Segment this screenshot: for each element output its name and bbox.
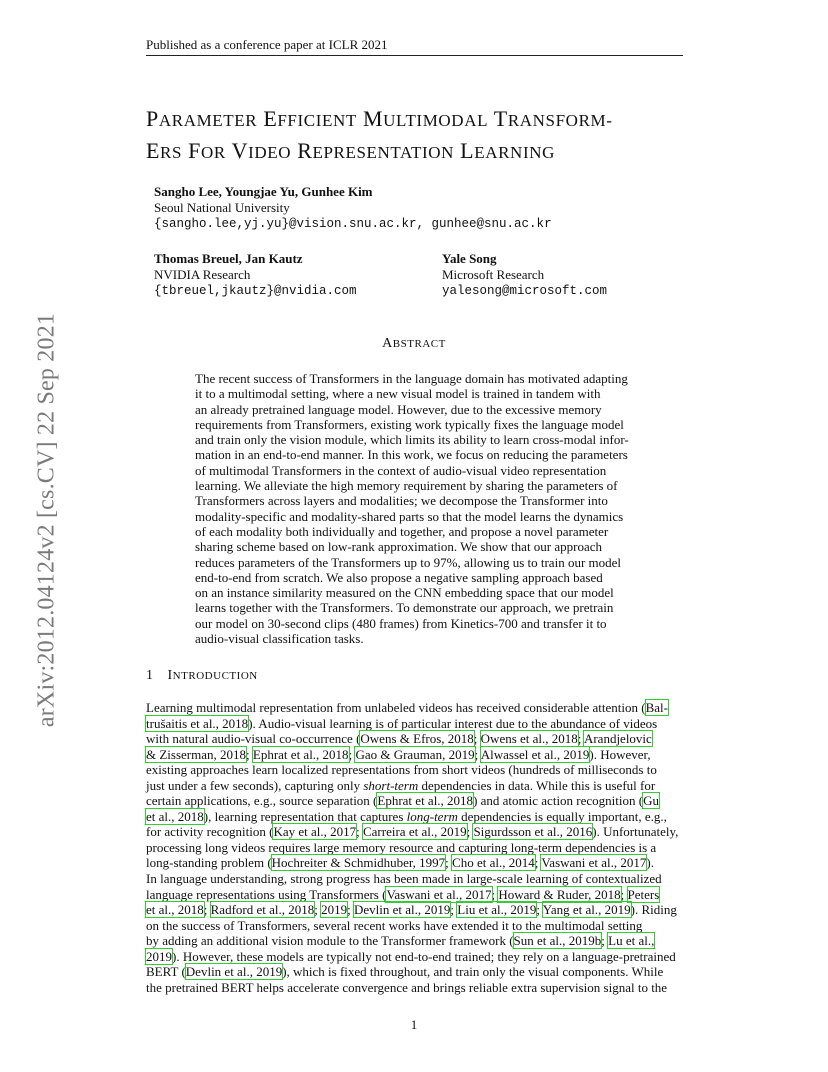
abstract-line: and train only the vision module, which limits its ability to learn cross-modal infor-: [195, 432, 629, 448]
body-text: ;: [474, 746, 481, 762]
abstract-line: of multimodal Transformers in the context of audio-visual video representation: [195, 462, 607, 478]
author-names: Sangho Lee, Youngjae Yu, Gunhee Kim: [154, 184, 373, 199]
body-text: ;: [450, 902, 458, 917]
body-text: ;: [348, 746, 356, 762]
paragraph-line: [146, 731, 683, 747]
citation-link[interactable]: Arandjelovic: [583, 731, 652, 746]
citation-link[interactable]: Carreira et al., 2019: [362, 824, 467, 839]
citation-link[interactable]: Devlin et al., 2019: [354, 902, 451, 917]
body-text: on the success of Transformers, several recent works have extended it to the multimodal setting: [146, 917, 643, 933]
body-text: language representations using Transformers (: [146, 886, 387, 902]
emphasis-text: short-term: [363, 777, 419, 793]
body-text: certain applications, e.g., source separation (: [146, 793, 378, 808]
citation-link[interactable]: trušaitis et al., 2018: [146, 715, 249, 731]
author-email[interactable]: {sangho.lee,yj.yu}@vision.snu.ac.kr, gunhee@snu.ac.kr: [154, 217, 552, 231]
arxiv-id[interactable]: arXiv:2012.04124v2 [cs.CV] 22 Sep 2021: [33, 312, 60, 728]
body-text: ;: [203, 902, 211, 917]
paragraph-line: [146, 747, 683, 763]
citation-link[interactable]: Vaswani et al., 2017: [541, 855, 647, 870]
header-rule: [146, 55, 683, 56]
paragraph-line: [146, 824, 683, 840]
paragraph-line: [146, 855, 683, 871]
citation-link[interactable]: Gao & Grauman, 2019: [355, 746, 475, 762]
body-text: just under a few seconds), capturing only: [146, 777, 364, 793]
body-text: ).: [646, 855, 655, 870]
citation-link[interactable]: Vaswani et al., 2017: [386, 886, 492, 902]
body-text: ). Audio-visual learning is of particular interest due to the abundance of videos: [248, 715, 658, 731]
citation-link[interactable]: & Zisserman, 2018: [146, 746, 247, 762]
citation-link[interactable]: Cho et al., 2014: [452, 855, 535, 870]
body-text: ;: [466, 824, 474, 839]
body-text: ;: [620, 886, 628, 902]
citation-link[interactable]: Owens et al., 2018: [480, 731, 578, 746]
intro-paragraph-1: [146, 700, 683, 871]
paragraph-line: [146, 840, 683, 856]
author-affiliation: Seoul National University: [154, 200, 290, 215]
citation-link[interactable]: Ephrat et al., 2018: [377, 793, 474, 808]
body-text: ), which is fixed throughout, and train only the visual components. While: [282, 964, 664, 979]
body-text: by adding an additional vision module to the Transformer framework (: [146, 933, 514, 948]
body-text: for activity recognition (: [146, 824, 274, 839]
body-text: with natural audio-visual co-occurrence (: [146, 731, 361, 746]
body-text: ;: [445, 855, 453, 870]
paragraph-line: [146, 887, 683, 903]
abstract-line: modality-specific and modality-shared parts so that the model learns the dynamics: [195, 508, 624, 524]
page-number: 1: [410, 1017, 418, 1032]
body-text: dependencies is equally important, e.g.,: [457, 808, 667, 824]
body-text: ;: [347, 902, 355, 917]
citation-link[interactable]: Yang et al., 2019: [542, 902, 631, 917]
body-text: ), learning representation that captures: [203, 808, 407, 824]
abstract-line: audio-visual classification tasks.: [195, 631, 364, 647]
citation-link[interactable]: Devlin et al., 2019: [185, 964, 283, 979]
citation-link[interactable]: Gu: [643, 793, 659, 808]
paragraph-line: [146, 918, 683, 934]
paragraph-line: [146, 778, 683, 794]
body-text: existing approaches learn localized representations from short videos (hundreds of milliseconds to: [146, 762, 657, 777]
intro-paragraph-2: [146, 871, 683, 995]
citation-link[interactable]: Sigurdsson et al., 2016: [473, 824, 593, 839]
title-line: ERS FOR VIDEO REPRESENTATION LEARNING: [146, 138, 555, 163]
body-text: ;: [314, 902, 322, 917]
section-title: INTRODUCTION: [167, 668, 258, 683]
paragraph-line: [146, 793, 683, 809]
section-heading: [146, 668, 258, 684]
abstract-line: on an instance similarity measured on the CNN embedding space that our model: [195, 585, 614, 601]
citation-link[interactable]: Lu et al.,: [608, 933, 655, 948]
body-text: ). However,: [589, 746, 651, 762]
abstract-line: learning. We alleviate the high memory requirement by sharing the parameters of: [195, 478, 618, 494]
abstract-line: an already pretrained language model. However, due to the excessive memory: [195, 401, 602, 417]
body-text: ;: [534, 855, 542, 870]
paragraph-line: [146, 964, 683, 980]
abstract-heading-text: ABSTRACT: [382, 336, 446, 351]
citation-link[interactable]: et al., 2018: [146, 902, 204, 917]
abstract-heading: [0, 336, 828, 352]
body-text: ;: [246, 746, 253, 762]
citation-link[interactable]: Kay et al., 2017: [273, 824, 357, 839]
abstract-line: learns together with the Transformers. To demonstrate our approach, we pretrain: [195, 600, 614, 616]
paragraph-line: [146, 716, 683, 732]
citation-link[interactable]: Sun et al., 2019b: [513, 933, 602, 948]
author-email[interactable]: yalesong@microsoft.com: [442, 284, 608, 298]
paragraph-line: [146, 980, 683, 996]
citation-link[interactable]: Radford et al., 2018: [210, 902, 315, 917]
body-text: ). However, these models are typically not end-to-end trained; they rely on a language-pretrained: [172, 948, 676, 964]
author-block: [442, 251, 607, 299]
paragraph-line: [146, 700, 683, 716]
author-names: Thomas Breuel, Jan Kautz: [154, 251, 303, 266]
body-text: ). Riding: [630, 902, 677, 917]
body-text: ;: [601, 933, 609, 948]
abstract-line: requirements from Transformers, existing work typically fixes the language model: [195, 416, 624, 432]
abstract-line: Transformers across layers and modalities; we decompose the Transformer into: [195, 493, 608, 509]
author-affiliation: NVIDIA Research: [154, 267, 251, 282]
body-text: long-standing problem (: [146, 855, 272, 870]
citation-link[interactable]: et al., 2018: [146, 808, 204, 824]
body-text: ;: [473, 731, 481, 746]
body-text: In language understanding, strong progress has been made in large-scale learning of contextualized: [146, 871, 662, 886]
citation-link[interactable]: Hochreiter & Schmidhuber, 1997: [271, 855, 446, 870]
citation-link[interactable]: Peters: [627, 886, 660, 902]
author-email[interactable]: {tbreuel,jkautz}@nvidia.com: [154, 284, 357, 298]
citation-link[interactable]: Liu et al., 2019: [457, 902, 537, 917]
paragraph-line: [146, 933, 683, 949]
citation-link[interactable]: Ephrat et al., 2018: [252, 746, 349, 762]
paragraph-line: [146, 809, 683, 825]
body-text: dependencies in data. While this is useful for: [418, 777, 656, 793]
paragraph-line: [146, 949, 683, 965]
abstract-line: end-to-end from scratch. We also propose a negative sampling approach based: [195, 569, 603, 585]
paragraph-line: [146, 871, 683, 887]
citation-link[interactable]: Howard & Ruder, 2018: [498, 886, 621, 902]
body-text: ) and atomic action recognition (: [473, 793, 644, 808]
running-header: Published as a conference paper at ICLR 2021: [146, 37, 388, 52]
citation-link[interactable]: 2019: [146, 948, 172, 964]
body-text: ;: [577, 731, 584, 746]
body-text: ). Unfortunately,: [592, 824, 679, 839]
body-text: Learning multimodal representation from unlabeled videos has received considerable attention (: [146, 700, 646, 715]
citation-link[interactable]: 2019: [321, 902, 348, 917]
abstract-line: The recent success of Transformers in the language domain has motivated adapting: [195, 371, 628, 386]
citation-link[interactable]: Alwassel et al., 2019: [480, 746, 590, 762]
body-text: ;: [491, 886, 499, 902]
abstract-line: our model on 30-second clips (480 frames) from Kinetics-700 and transfer it to: [195, 615, 607, 631]
citation-link[interactable]: Owens & Efros, 2018: [360, 731, 474, 746]
title-line: PARAMETER EFFICIENT MULTIMODAL TRANSFORM-: [146, 106, 613, 131]
author-block: [154, 184, 552, 232]
emphasis-text: long-term: [406, 808, 458, 824]
paper-title: [146, 104, 706, 168]
abstract-line: sharing scheme based on low-rank approximation. We show that our approach: [195, 539, 603, 555]
section-number: 1: [146, 668, 154, 683]
abstract-line: of each modality both individually and together, and propose a novel parameter: [195, 523, 609, 539]
author-block: [154, 251, 357, 299]
body-text: ;: [356, 824, 363, 839]
body-text: the pretrained BERT helps accelerate convergence and brings reliable extra supervision signal to the: [146, 979, 668, 995]
abstract-line: reduces parameters of the Transformers up to 97%, allowing us to train our model: [195, 554, 622, 570]
body-text: BERT (: [146, 964, 186, 979]
body-text: ;: [536, 902, 543, 917]
citation-link[interactable]: Bal-: [645, 700, 668, 715]
abstract-line: mation in an end-to-end manner. In this work, we focus on reducing the parameters: [195, 447, 628, 463]
abstract-body: [195, 371, 634, 646]
author-affiliation: Microsoft Research: [442, 267, 545, 282]
author-names: Yale Song: [442, 251, 497, 266]
abstract-line: it to a multimodal setting, where a new visual model is trained in tandem with: [195, 386, 601, 402]
paragraph-line: [146, 902, 683, 918]
paragraph-line: [146, 762, 683, 778]
body-text: processing long videos requires large memory resource and capturing long-term dependencies is a: [146, 839, 657, 855]
